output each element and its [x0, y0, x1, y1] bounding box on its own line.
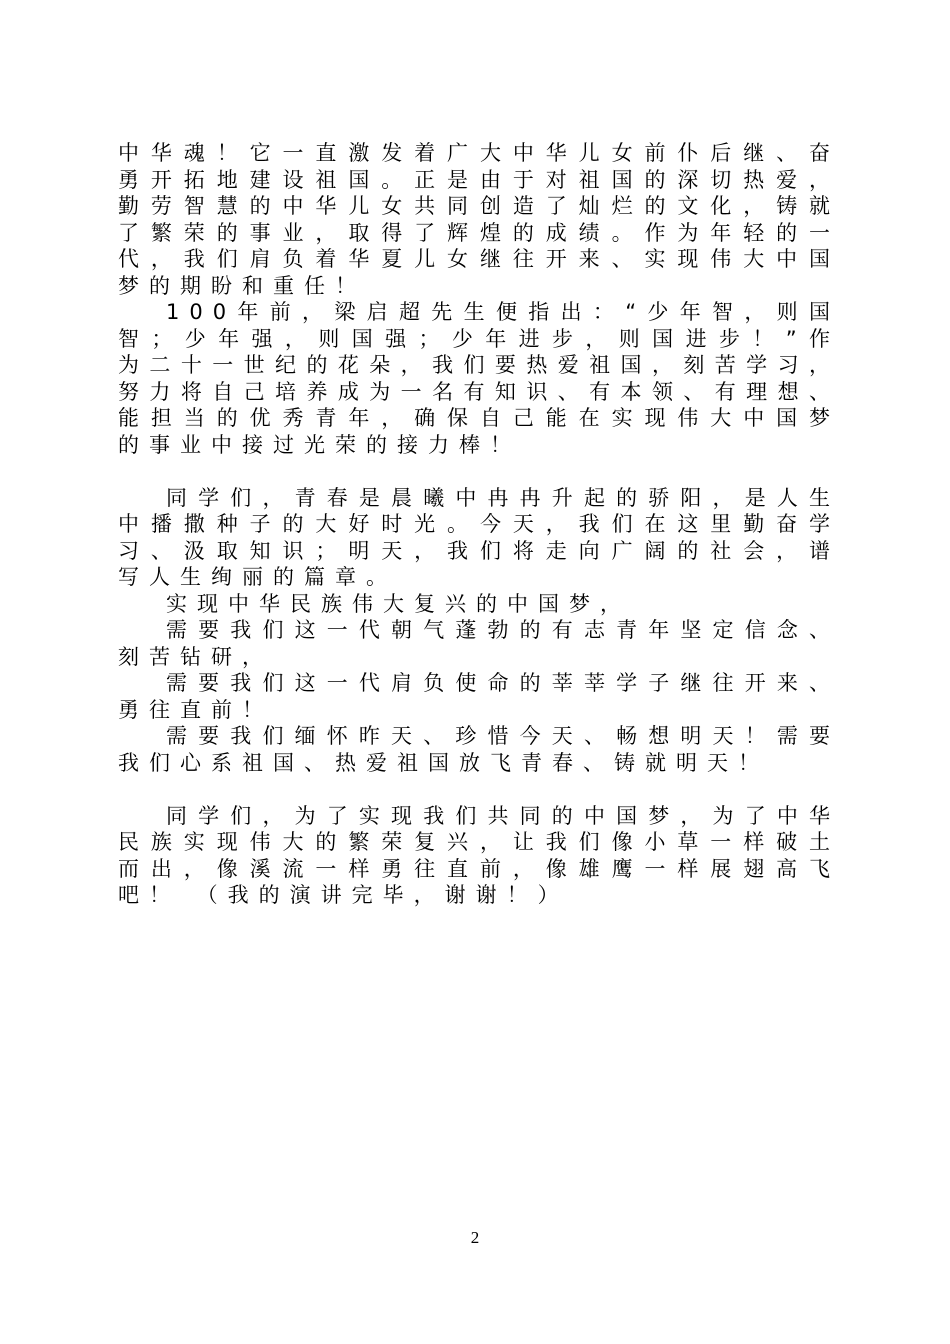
text-line: 需要我们这一代朝气蓬勃的有志青年坚定信念、	[166, 618, 840, 642]
text-line: 同学们，青春是晨曦中冉冉升起的骄阳，是人生	[166, 485, 840, 510]
speech-body	[118, 140, 840, 909]
text-line: 吧！ （我的演讲完毕，谢谢！）	[118, 883, 569, 907]
paragraph	[118, 670, 840, 723]
text-line: 中播撒种子的大好时光。今天，我们在这里勤奋学	[118, 512, 840, 536]
paragraph	[118, 723, 840, 776]
paragraph	[118, 617, 840, 670]
text-line: 智；少年强，则国强；少年进步，则国进步！”作	[118, 326, 840, 351]
paragraph	[118, 485, 840, 591]
text-line: 同学们，为了实现我们共同的中国梦，为了中华	[166, 803, 840, 828]
text-line: 努力将自己培养成为一名有知识、有本领、有理想、	[118, 379, 840, 404]
paragraph-gap	[118, 458, 840, 485]
text-line: 写人生绚丽的篇章。	[118, 565, 397, 589]
text-line: 我们心系祖国、热爱祖国放飞青春、铸就明天！	[118, 750, 769, 775]
text-line: 100年前，梁启超先生便指出：“少年智，则国	[166, 300, 840, 324]
text-line: 实现中华民族伟大复兴的中国梦，	[166, 591, 631, 616]
paragraph	[118, 299, 840, 458]
paragraph-gap	[118, 776, 840, 803]
text-line: 需要我们这一代肩负使命的莘莘学子继往开来、	[166, 671, 840, 695]
text-line: 梦的期盼和重任！	[118, 273, 366, 298]
text-line: 习、汲取知识；明天，我们将走向广阔的社会，谱	[118, 538, 840, 563]
text-line: 刻苦钻研，	[118, 644, 273, 669]
text-line: 中华魂！它一直激发着广大中华儿女前仆后继、奋	[118, 141, 840, 165]
text-line: 勇往直前！	[118, 697, 273, 722]
paragraph	[118, 140, 840, 299]
text-line: 代，我们肩负着华夏儿女继往开来、实现伟大中国	[118, 247, 840, 271]
text-line: 需要我们缅怀昨天、珍惜今天、畅想明天！需要	[166, 724, 840, 748]
text-line: 而出，像溪流一样勇往直前，像雄鹰一样展翅高飞	[118, 856, 840, 881]
text-line: 的事业中接过光荣的接力棒！	[118, 432, 521, 457]
page-number: 2	[470, 1228, 480, 1247]
text-line: 能担当的优秀青年，确保自己能在实现伟大中国梦	[118, 406, 840, 430]
text-line: 勇开拓地建设祖国。正是由于对祖国的深切热爱，	[118, 167, 840, 192]
text-line: 了繁荣的事业，取得了辉煌的成绩。作为年轻的一	[118, 220, 840, 245]
paragraph	[118, 591, 840, 618]
text-line: 为二十一世纪的花朵，我们要热爱祖国，刻苦学习，	[118, 353, 840, 377]
text-line: 勤劳智慧的中华儿女共同创造了灿烂的文化，铸就	[118, 194, 840, 218]
paragraph	[118, 803, 840, 909]
text-line: 民族实现伟大的繁荣复兴，让我们像小草一样破土	[118, 830, 840, 854]
